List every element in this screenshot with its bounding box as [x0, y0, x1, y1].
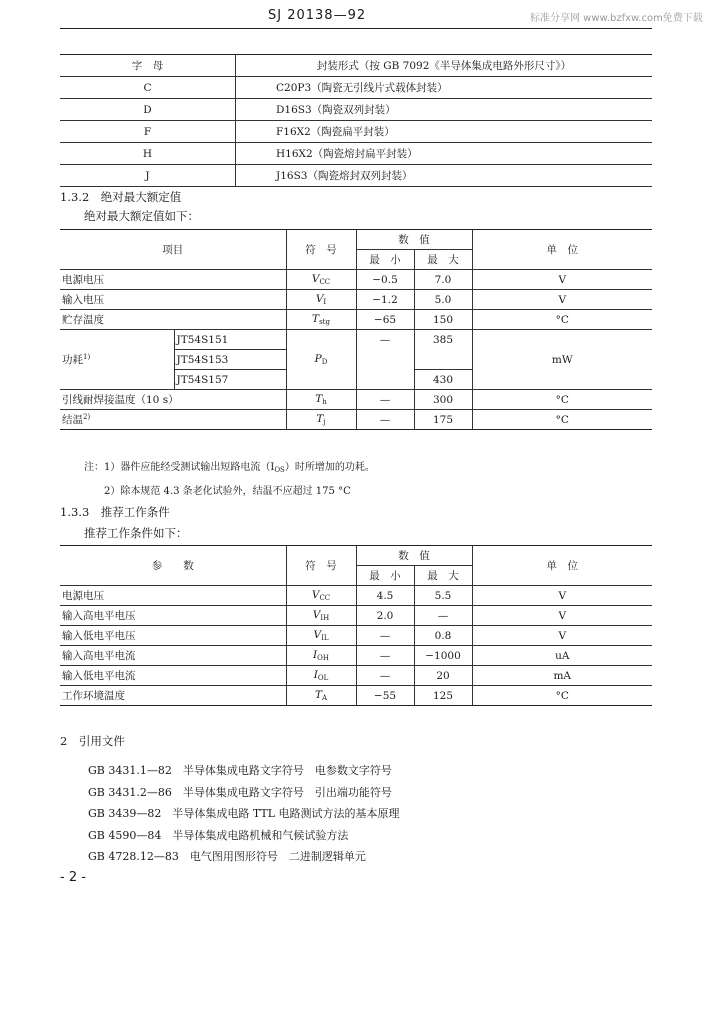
- max-cell: 300: [414, 390, 472, 410]
- table-row: [60, 330, 652, 350]
- table-row: [60, 121, 652, 143]
- max-cell: —: [414, 606, 472, 626]
- unit-cell: mA: [472, 666, 652, 686]
- model-cell: JT54S157: [174, 370, 286, 390]
- section-title-2: 2 引用文件: [60, 734, 125, 748]
- min-cell: —: [356, 646, 414, 666]
- header-item: 项目: [60, 230, 286, 270]
- min-cell: −1.2: [356, 290, 414, 310]
- note-2: 2）除本规范 4.3 条老化试验外，结温不应超过 175 °C: [104, 486, 351, 497]
- param-cell: 输入低电平电压: [60, 626, 286, 646]
- header-unit: 单 位: [472, 546, 652, 586]
- param-cell: 工作环境温度: [60, 686, 286, 706]
- table-cell: F16X2（陶瓷扁平封装）: [236, 121, 653, 143]
- min-cell: −65: [356, 310, 414, 330]
- header-value: 数 值: [356, 546, 472, 566]
- min-cell: 4.5: [356, 586, 414, 606]
- reference-item: GB 3439—82 半导体集成电路 TTL 电路测试方法的基本原理: [88, 807, 400, 820]
- unit-cell: °C: [472, 390, 652, 410]
- header-rule: [60, 28, 652, 29]
- item-cell: 电源电压: [60, 270, 286, 290]
- section-intro-132: 绝对最大额定值如下：: [84, 209, 199, 223]
- max-cell: 0.8: [414, 626, 472, 646]
- absolute-max-ratings-table: [60, 229, 652, 430]
- table-row: [60, 77, 652, 99]
- unit-cell: V: [472, 290, 652, 310]
- table-row: [60, 290, 652, 310]
- recommended-conditions-table: [60, 545, 652, 706]
- table-row: [60, 165, 652, 187]
- max-cell: 5.0: [414, 290, 472, 310]
- table-cell: C: [60, 77, 236, 99]
- header-cell: 字 母: [60, 55, 236, 77]
- item-cell: 输入电压: [60, 290, 286, 310]
- table-cell: C20P3（陶瓷无引线片式载体封装）: [236, 77, 653, 99]
- table-row: [60, 666, 652, 686]
- table-row: [60, 390, 652, 410]
- min-cell: 2.0: [356, 606, 414, 626]
- symbol-cell: $I_{OL}$: [286, 666, 356, 686]
- unit-cell: °C: [472, 410, 652, 430]
- item-cell: 结温$^{2)}$: [60, 410, 286, 430]
- reference-list: [88, 760, 400, 868]
- min-cell: —: [356, 330, 414, 390]
- min-cell: —: [356, 626, 414, 646]
- table-cell: F: [60, 121, 236, 143]
- header-unit: 单 位: [472, 230, 652, 270]
- min-cell: —: [356, 666, 414, 686]
- symbol-cell: $T_A$: [286, 686, 356, 706]
- symbol-cell: $V_{CC}$: [286, 270, 356, 290]
- package-table: [60, 54, 652, 187]
- unit-cell: V: [472, 626, 652, 646]
- min-cell: −55: [356, 686, 414, 706]
- reference-item: GB 3431.1—82 半导体集成电路文字符号 电参数文字符号: [88, 764, 392, 777]
- unit-cell: °C: [472, 310, 652, 330]
- header-cell: 封装形式（按 GB 7092《半导体集成电路外形尺寸》）: [236, 55, 653, 77]
- max-cell: 5.5: [414, 586, 472, 606]
- max-cell: 150: [414, 310, 472, 330]
- unit-cell: uA: [472, 646, 652, 666]
- symbol-cell: $I_{OH}$: [286, 646, 356, 666]
- standard-code: SJ 20138—92: [268, 8, 367, 23]
- param-cell: 电源电压: [60, 586, 286, 606]
- symbol-cell: $V_{IL}$: [286, 626, 356, 646]
- unit-cell: V: [472, 606, 652, 626]
- symbol-cell: $T_j$: [286, 410, 356, 430]
- max-cell: 20: [414, 666, 472, 686]
- header-symbol: 符 号: [286, 546, 356, 586]
- header-symbol: 符 号: [286, 230, 356, 270]
- section-title-132: 1.3.2 绝对最大额定值: [60, 190, 182, 204]
- param-cell: 输入高电平电压: [60, 606, 286, 626]
- max-cell: 125: [414, 686, 472, 706]
- model-cell: JT54S153: [174, 350, 286, 370]
- watermark: 标准分享网 www.bzfxw.com免费下载: [530, 13, 703, 24]
- header-min: 最 小: [356, 566, 414, 586]
- min-cell: —: [356, 410, 414, 430]
- table-cell: D16S3（陶瓷双列封装）: [236, 99, 653, 121]
- section-intro-133: 推荐工作条件如下：: [84, 526, 188, 540]
- table-cell: D: [60, 99, 236, 121]
- page-number: - 2 -: [60, 870, 86, 885]
- item-cell: 引线耐焊接温度（10 s）: [60, 390, 286, 410]
- table-cell: J: [60, 165, 236, 187]
- unit-cell: °C: [472, 686, 652, 706]
- item-cell: 功耗$^{1)}$: [60, 330, 174, 390]
- header-max: 最 大: [414, 566, 472, 586]
- reference-item: GB 4590—84 半导体集成电路机械和气候试验方法: [88, 828, 349, 842]
- section-title-133: 1.3.3 推荐工作条件: [60, 505, 170, 519]
- min-cell: −0.5: [356, 270, 414, 290]
- table-row: [60, 626, 652, 646]
- unit-cell: V: [472, 586, 652, 606]
- table-cell: H16X2（陶瓷熔封扁平封装）: [236, 143, 653, 165]
- max-cell: −1000: [414, 646, 472, 666]
- table-row: [60, 310, 652, 330]
- unit-cell: V: [472, 270, 652, 290]
- header-max: 最 大: [414, 250, 472, 270]
- unit-cell: mW: [472, 330, 652, 390]
- model-cell: JT54S151: [174, 330, 286, 350]
- table-row: [60, 99, 652, 121]
- table-cell: H: [60, 143, 236, 165]
- header-min: 最 小: [356, 250, 414, 270]
- table-row: [60, 143, 652, 165]
- table-cell: J16S3（陶瓷熔封双列封装）: [236, 165, 653, 187]
- reference-item: GB 4728.12—83 电气图用图形符号 二进制逻辑单元: [88, 850, 366, 863]
- param-cell: 输入低电平电流: [60, 666, 286, 686]
- max-cell: 175: [414, 410, 472, 430]
- table-row: [60, 686, 652, 706]
- header-value: 数 值: [356, 230, 472, 250]
- table-row: [60, 646, 652, 666]
- table-row: [60, 586, 652, 606]
- symbol-cell: $T_h$: [286, 390, 356, 410]
- reference-item: GB 3431.2—86 半导体集成电路文字符号 引出端功能符号: [88, 785, 392, 799]
- table-header-row: [60, 55, 652, 77]
- param-cell: 输入高电平电流: [60, 646, 286, 666]
- max-cell: 430: [414, 370, 472, 390]
- symbol-cell: $V_{IH}$: [286, 606, 356, 626]
- symbol-cell: $P_D$: [286, 330, 356, 390]
- symbol-cell: $V_{CC}$: [286, 586, 356, 606]
- max-cell: 7.0: [414, 270, 472, 290]
- table-row: [60, 606, 652, 626]
- table-row: [60, 410, 652, 430]
- table-row: [60, 270, 652, 290]
- max-cell: 385: [414, 330, 472, 370]
- symbol-cell: $T_{stg}$: [286, 310, 356, 330]
- symbol-cell: $V_I$: [286, 290, 356, 310]
- note-1: 注：1）器件应能经受测试输出短路电流$(I_{OS})$时所增加的功耗。: [84, 462, 375, 474]
- header-param: 参 数: [60, 546, 286, 586]
- min-cell: —: [356, 390, 414, 410]
- item-cell: 贮存温度: [60, 310, 286, 330]
